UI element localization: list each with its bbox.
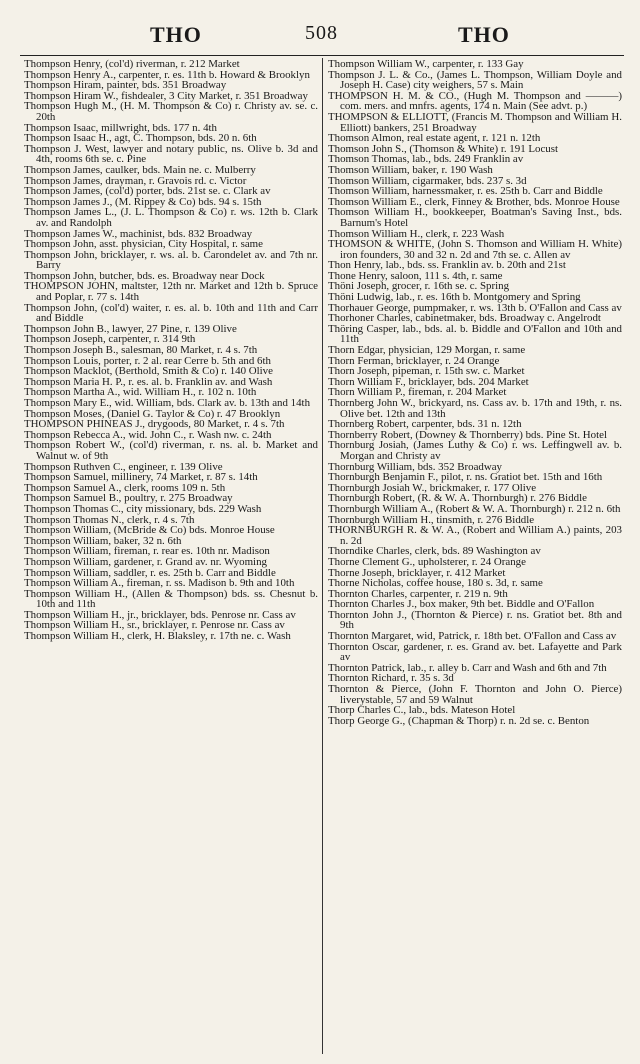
directory-entry: Thornton Margaret, wid, Patrick, r. 18th bet. O'Fallon and Cass av: [328, 630, 617, 643]
directory-entry: Thorne Joseph, bricklayer, r. 412 Market: [328, 566, 506, 579]
directory-entry: Thompson Rebecca A., wid. John C., r. Wash nw. c. 24th: [24, 428, 272, 441]
directory-entry: Thompson William H., sr., bricklayer, r. Penrose nr. Cass av: [24, 619, 285, 632]
directory-entry: Thornton & Pierce, (John F. Thornton and John O. Pierce) liverystable, 57 and 59 Walnut: [328, 683, 622, 706]
directory-entry: Thone Henry, saloon, 111 s. 4th, r. same: [328, 269, 503, 282]
directory-entry: Thomson William, baker, r. 190 Wash: [328, 163, 493, 176]
directory-entry: Thompson James, drayman, r. Gravois rd. c. Victor: [24, 174, 247, 187]
directory-entry: Thompson Macklot, (Berthold, Smith & Co) r. 140 Olive: [24, 365, 273, 378]
directory-entry: Thompson Thomas C., city missionary, bds. 229 Wash: [24, 502, 262, 515]
directory-entry: Thomson William, cigarmaker, bds. 237 s. 3d: [328, 174, 527, 187]
directory-entry: Thompson Mary E., wid. William, bds. Clark av. b. 13th and 14th: [24, 397, 311, 409]
directory-entry: Thornburgh William A., (Robert & W. A. Thornburgh) r. 212 n. 6th: [328, 502, 621, 515]
directory-entry: Thöni Joseph, grocer, r. 16th se. c. Spring: [328, 280, 510, 293]
directory-entry: Thompson Isaac, millwright, bds. 177 n. 4th: [24, 121, 217, 134]
directory-entry: Thompson James, (col'd) porter, bds. 21st se. c. Clark av: [24, 185, 271, 198]
directory-entry: Thompson Samuel B., poultry, r. 275 Broadway: [24, 492, 233, 505]
directory-entry: Thompson Thomas N., clerk, r. 4 s. 7th: [24, 513, 195, 526]
directory-entry: Thorne Nicholas, coffee house, 180 s. 3d, r. same: [328, 577, 543, 590]
directory-entry: Thornberry Robert, (Downey & Thornberry) bds. Pine St. Hotel: [328, 428, 607, 441]
directory-entry: Thompson Ruthven C., engineer, r. 139 Olive: [24, 460, 223, 473]
directory-entry: Thompson James L., (J. L. Thompson & Co) r. ws. 12th b. Clark av. and Randolph: [24, 206, 318, 229]
running-head-left: THO: [150, 22, 202, 47]
directory-entry: Thompson Martha A., wid. William H., r. 102 n. 10th: [24, 386, 257, 399]
directory-entry: Thornburgh Robert, (R. & W. A. Thornburgh) r. 276 Biddle: [328, 492, 587, 505]
directory-entry: Thompson Robert W., (col'd) riverman, r. ns. al. b. Market and Walnut w. of 9th: [24, 439, 318, 462]
directory-entry: Thorp George G., (Chapman & Thorp) r. n. 2d se. c. Benton: [328, 714, 590, 727]
directory-entry: THOMPSON PHINEAS J., drygoods, 80 Market, r. 4 s. 7th: [24, 418, 285, 431]
left-column: [24, 59, 318, 642]
directory-entry: Thomson Thomas, lab., bds. 249 Franklin av: [328, 153, 524, 166]
directory-entry: Thöni Ludwig, lab., r. es. 16th b. Montgomery and Spring: [328, 291, 581, 304]
directory-entry: Thornburgh Benjamin F., pilot, r. ns. Gratiot bet. 15th and 16th: [328, 471, 603, 484]
directory-entry: Thompson William H., jr., bricklayer, bds. Penrose nr. Cass av: [24, 608, 296, 621]
directory-entry: Thomson John S., (Thomson & White) r. 191 Locust: [328, 142, 559, 155]
directory-entry: Thompson Louis, porter, r. 2 al. rear Cerre b. 5th and 6th: [24, 354, 271, 367]
directory-entry: Thornton Patrick, lab., r. alley b. Carr and Wash and 6th and 7th: [328, 661, 607, 674]
directory-entry: Thompson John, butcher, bds. es. Broadway near Dock: [24, 269, 265, 282]
directory-entry: Thompson Henry A., carpenter, r. es. 11th b. Howard & Brooklyn: [24, 68, 310, 81]
directory-entry: Thompson Joseph B., salesman, 80 Market, r. 4 s. 7th: [24, 344, 258, 357]
directory-entry: Thorhoner Charles, cabinetmaker, bds. Broadway c. Angelrodt: [328, 312, 601, 325]
directory-entry: Thompson Hiram, painter, bds. 351 Broadway: [24, 79, 227, 92]
directory-entry: THORNBURGH R. & W. A., (Robert and William A.) paints, 203 n. 2d: [328, 524, 622, 547]
directory-entry: Thorn William P., fireman, r. 204 Market: [328, 386, 507, 399]
directory-entry: THOMPSON JOHN, maltster, 12th nr. Market and 12th b. Spruce and Poplar, r. 77 s. 14th: [24, 280, 318, 304]
directory-entry: Thornberg John W., brickyard, ns. Cass av. b. 17th and 19th, r. ns. Olive bet. 12th and 13th: [328, 397, 622, 420]
directory-entry: Thompson James, caulker, bds. Main ne. c. Mulberry: [24, 163, 256, 176]
directory-entry: Thorn William F., bricklayer, bds. 204 Market: [328, 375, 529, 388]
directory-entry: Thornton Charles, carpenter, r. 219 n. 9th: [328, 587, 508, 600]
directory-entry: Thompson Isaac H., agt, C. Thompson, bds. 20 n. 6th: [24, 132, 257, 145]
directory-entry: Thornton Oscar, gardener, r. es. Grand av. bet. Lafayette and Park av: [328, 640, 622, 664]
header-rule: [20, 55, 624, 56]
directory-entry: Thompson Hugh M., (H. M. Thompson & Co) r. Christy av. se. c. 20th: [24, 100, 318, 123]
directory-entry: Thompson John, (col'd) waiter, r. es. al. b. 10th and 11th and Carr and Biddle: [24, 301, 318, 325]
directory-entry: Thomson Almon, real estate agent, r. 121 n. 12th: [328, 132, 541, 145]
directory-entry: Thomson William, harnessmaker, r. es. 25th b. Carr and Biddle: [328, 185, 603, 198]
directory-entry: Thornburgh William H., tinsmith, r. 276 Biddle: [328, 513, 535, 526]
right-column: [328, 59, 622, 726]
directory-entry: Thornberg Robert, carpenter, bds. 31 n. 12th: [328, 418, 522, 431]
directory-entry: Thorne Clement G., upholsterer, r. 24 Orange: [328, 555, 526, 568]
directory-entry: Thompson William, (McBride & Co) bds. Monroe House: [24, 524, 275, 537]
running-head-right: THO: [458, 22, 510, 47]
directory-entry: Thorhauer George, pumpmaker, r. ws. 13th b. O'Fallon and Cass av: [328, 301, 622, 314]
directory-entry: Thorn Joseph, pipeman, r. 15th sw. c. Market: [328, 365, 525, 378]
directory-entry: Thompson John, asst. physician, City Hospital, r. same: [24, 238, 263, 251]
directory-entry: Thompson William A., fireman, r. ss. Madison b. 9th and 10th: [24, 577, 295, 590]
directory-entry: Thompson James J., (M. Rippey & Co) bds. 94 s. 15th: [24, 195, 262, 208]
directory-entry: Thornburgh Josiah W., brickmaker, r. 177 Olive: [328, 481, 537, 494]
directory-entry: Thornton Richard, r. 35 s. 3d: [328, 672, 454, 685]
directory-entry: Thompson William H., (Allen & Thompson) bds. ss. Chesnut b. 10th and 11th: [24, 587, 318, 611]
directory-entry: Thon Henry, lab., bds. ss. Franklin av. b. 20th and 21st: [328, 259, 566, 272]
directory-entry: Thorn Edgar, physician, 129 Morgan, r. same: [328, 344, 526, 357]
directory-entry: Thompson J. L. & Co., (James L. Thompson, William Doyle and Joseph H. Case) city weighers, 57 s. Main: [328, 68, 622, 92]
directory-entry: Thomson William E., clerk, Finney & Brother, bds. Monroe House: [328, 195, 620, 208]
directory-entry: Thompson William, gardener, r. Grand av. nr. Wyoming: [24, 555, 267, 568]
directory-entry: Thompson William, saddler, r. es. 25th b. Carr and Biddle: [24, 566, 276, 579]
directory-entry: Thompson James W., machinist, bds. 832 Broadway: [24, 227, 253, 240]
column-divider: [322, 58, 323, 1054]
page-number: 508: [305, 22, 338, 44]
directory-entry: Thompson Hiram W., fishdealer, 3 City Market, r. 351 Broadway: [24, 89, 308, 102]
directory-entry: Thompson Samuel, millinery, 74 Market, r. 87 s. 14th: [24, 471, 258, 484]
directory-entry: THOMPSON H. M. & CO., (Hugh M. Thompson and ———) com. mers. and mnfrs. agents, 174 n. Main (See advt. p.): [328, 89, 622, 113]
page-header: [0, 18, 640, 54]
directory-entry: Thompson Samuel A., clerk, rooms 109 n. 5th: [24, 481, 226, 494]
directory-entry: THOMPSON & ELLIOTT, (Francis M. Thompson and William H. Elliott) bankers, 251 Broadway: [328, 110, 622, 134]
directory-entry: Thorp Charles C., lab., bds. Mateson Hotel: [328, 704, 516, 717]
directory-entry: Thompson Maria H. P., r. es. al. b. Franklin av. and Wash: [24, 375, 273, 388]
directory-entry: Thompson Henry, (col'd) riverman, r. 212 Market: [24, 58, 240, 70]
directory-entry: Thornton Charles J., box maker, 9th bet. Biddle and O'Fallon: [328, 598, 595, 611]
directory-entry: Thompson J. West, lawyer and notary public, ns. Olive b. 3d and 4th, rooms 6th se. c. Pine: [24, 142, 318, 166]
directory-entry: Thompson William H., clerk, H. Blaksley, r. 17th ne. c. Wash: [24, 630, 291, 643]
directory-entry: Thorn Ferman, bricklayer, r. 24 Orange: [328, 354, 500, 367]
directory-entry: Thompson William, baker, 32 n. 6th: [24, 534, 182, 547]
directory-entry: Thompson John B., lawyer, 27 Pine, r. 139 Olive: [24, 322, 237, 335]
directory-entry: Thöring Casper, lab., bds. al. b. Biddle and O'Fallon and 10th and 11th: [328, 322, 622, 346]
directory-entry: Thornton John J., (Thornton & Pierce) r. ns. Gratiot bet. 8th and 9th: [328, 608, 622, 632]
directory-entry: Thompson Moses, (Daniel G. Taylor & Co) r. 47 Brooklyn: [24, 407, 281, 420]
directory-entry: Thornburg William, bds. 352 Broadway: [328, 460, 502, 473]
directory-entry: Thornburg Josiah, (James Luthy & Co) r. ws. Leffingwell av. b. Morgan and Christy av: [328, 439, 622, 462]
directory-entry: Thompson William, fireman, r. rear es. 10th nr. Madison: [24, 545, 270, 558]
directory-entry: Thomson William H., bookkeeper, Boatman's Saving Inst., bds. Barnum's Hotel: [328, 206, 622, 229]
directory-entry: Thomson William H., clerk, r. 223 Wash: [328, 227, 505, 240]
directory-entry: THOMSON & WHITE, (John S. Thomson and William H. White) iron founders, 30 and 32 n. 2d and 7th se. c. Allen av: [328, 238, 622, 261]
directory-entry: Thorndike Charles, clerk, bds. 89 Washington av: [328, 545, 541, 558]
directory-entry: Thompson John, bricklayer, r. ws. al. b. Carondelet av. and 7th nr. Barry: [24, 248, 318, 272]
directory-entry: Thompson William W., carpenter, r. 133 Gay: [328, 58, 524, 70]
directory-entry: Thompson Joseph, carpenter, r. 314 9th: [24, 333, 196, 346]
